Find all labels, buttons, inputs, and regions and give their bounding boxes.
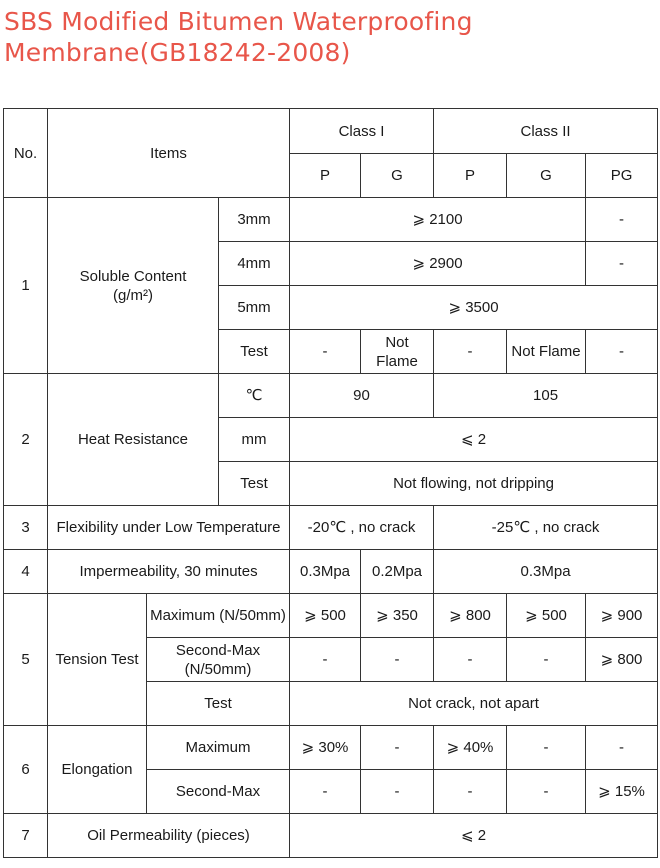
row1-item xyxy=(48,198,219,374)
row1-item-unit: (g/m²) xyxy=(113,286,153,304)
row3-no: 3 xyxy=(4,506,48,550)
header-class-1: Class I xyxy=(290,109,434,154)
row1-test-p2: - xyxy=(434,330,507,374)
row6-second-p2: - xyxy=(434,770,507,814)
row6-second-p1: - xyxy=(290,770,361,814)
row5-second-g2: - xyxy=(507,638,586,682)
row1-sub-5mm: 5mm xyxy=(219,286,290,330)
row4-g1: 0.2Mpa xyxy=(361,550,434,594)
row2-test-value: Not flowing, not dripping xyxy=(290,462,658,506)
header-class1-p: P xyxy=(290,154,361,198)
row5-max-g1: ⩾ 350 xyxy=(361,594,434,638)
row3-class1: -20℃ , no crack xyxy=(290,506,434,550)
row5-second-pg: ⩾ 800 xyxy=(586,638,658,682)
row2-item: Heat Resistance xyxy=(48,374,219,506)
row5-test-label: Test xyxy=(147,682,290,726)
row5-max-p2: ⩾ 800 xyxy=(434,594,507,638)
row6-max-p1: ⩾ 30% xyxy=(290,726,361,770)
row1-test-g2: Not Flame xyxy=(507,330,586,374)
row2-sub-mm: mm xyxy=(219,418,290,462)
row6-max-g2: - xyxy=(507,726,586,770)
header-class2-p: P xyxy=(434,154,507,198)
row5-test-value: Not crack, not apart xyxy=(290,682,658,726)
row1-test-p1: - xyxy=(290,330,361,374)
row5-second-g1: - xyxy=(361,638,434,682)
row6-second-g1: - xyxy=(361,770,434,814)
row1-no: 1 xyxy=(4,198,48,374)
row5-max-p1: ⩾ 500 xyxy=(290,594,361,638)
row5-second-p1: - xyxy=(290,638,361,682)
row1-test-g1: Not Flame xyxy=(361,330,434,374)
row5-no: 5 xyxy=(4,594,48,726)
row2-celsius-class1: 90 xyxy=(290,374,434,418)
row6-second-g2: - xyxy=(507,770,586,814)
row6-second-label: Second-Max xyxy=(147,770,290,814)
row3-item: Flexibility under Low Temperature xyxy=(48,506,290,550)
row1-4mm-value: ⩾ 2900 xyxy=(290,242,586,286)
row5-max-g2: ⩾ 500 xyxy=(507,594,586,638)
row5-max-label: Maximum (N/50mm) xyxy=(147,594,290,638)
row1-sub-3mm: 3mm xyxy=(219,198,290,242)
row2-no: 2 xyxy=(4,374,48,506)
row1-3mm-value: ⩾ 2100 xyxy=(290,198,586,242)
page-title xyxy=(4,6,473,68)
row4-class2: 0.3Mpa xyxy=(434,550,658,594)
row5-item: Tension Test xyxy=(48,594,147,726)
row4-item: Impermeability, 30 minutes xyxy=(48,550,290,594)
row6-item: Elongation xyxy=(48,726,147,814)
header-class2-g: G xyxy=(507,154,586,198)
header-class1-g: G xyxy=(361,154,434,198)
row2-sub-test: Test xyxy=(219,462,290,506)
row6-second-pg: ⩾ 15% xyxy=(586,770,658,814)
row5-second-p2: - xyxy=(434,638,507,682)
row2-sub-celsius: ℃ xyxy=(219,374,290,418)
spec-table xyxy=(3,108,658,858)
row6-max-g1: - xyxy=(361,726,434,770)
row7-no: 7 xyxy=(4,814,48,858)
row2-mm-value: ⩽ 2 xyxy=(290,418,658,462)
row4-no: 4 xyxy=(4,550,48,594)
header-class2-pg: PG xyxy=(586,154,658,198)
header-items: Items xyxy=(48,109,290,198)
title-line-1: SBS Modified Bitumen Waterproofing xyxy=(4,7,473,36)
row6-max-label: Maximum xyxy=(147,726,290,770)
row1-sub-4mm: 4mm xyxy=(219,242,290,286)
row1-sub-test: Test xyxy=(219,330,290,374)
row1-test-pg: - xyxy=(586,330,658,374)
row6-max-pg: - xyxy=(586,726,658,770)
row1-5mm-value: ⩾ 3500 xyxy=(290,286,658,330)
row1-4mm-pg: - xyxy=(586,242,658,286)
title-line-2: Membrane(GB18242-2008) xyxy=(4,38,351,67)
row7-item: Oil Permeability (pieces) xyxy=(48,814,290,858)
row3-class2: -25℃ , no crack xyxy=(434,506,658,550)
row1-item-label: Soluble Content xyxy=(79,267,187,285)
header-no: No. xyxy=(4,109,48,198)
row7-value: ⩽ 2 xyxy=(290,814,658,858)
row1-3mm-pg: - xyxy=(586,198,658,242)
row6-no: 6 xyxy=(4,726,48,814)
row6-max-p2: ⩾ 40% xyxy=(434,726,507,770)
header-class-2: Class II xyxy=(434,109,658,154)
row4-p1: 0.3Mpa xyxy=(290,550,361,594)
row5-max-pg: ⩾ 900 xyxy=(586,594,658,638)
row5-second-label: Second-Max (N/50mm) xyxy=(147,638,290,682)
row2-celsius-class2: 105 xyxy=(434,374,658,418)
